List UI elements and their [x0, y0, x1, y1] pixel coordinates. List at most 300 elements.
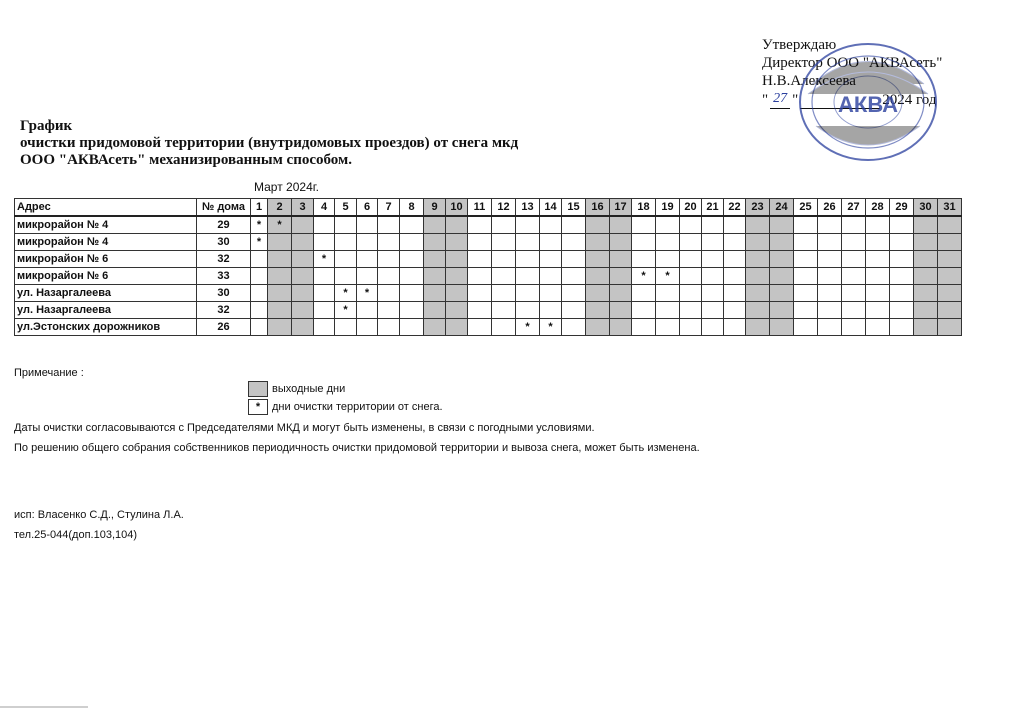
day-cell [292, 251, 314, 268]
day-cell [770, 302, 794, 319]
day-cell [938, 268, 962, 285]
row-house-number: 33 [197, 268, 251, 285]
day-cell [446, 285, 468, 302]
day-cell [378, 285, 400, 302]
day-cell [818, 285, 842, 302]
day-cell [586, 268, 610, 285]
day-cell [866, 216, 890, 234]
day-cell [492, 268, 516, 285]
day-cell [400, 268, 424, 285]
day-cell [794, 319, 818, 336]
day-cell [562, 302, 586, 319]
day-cell [268, 234, 292, 251]
header-day-11: 11 [468, 199, 492, 217]
day-cell [251, 251, 268, 268]
day-cell [540, 285, 562, 302]
day-cell [866, 285, 890, 302]
day-cell [516, 251, 540, 268]
day-cell [424, 251, 446, 268]
day-cell [378, 234, 400, 251]
day-cell [702, 251, 724, 268]
header-day-22: 22 [724, 199, 746, 217]
day-cell [938, 302, 962, 319]
day-cell [540, 216, 562, 234]
day-cell [914, 319, 938, 336]
header-day-23: 23 [746, 199, 770, 217]
day-cell [251, 285, 268, 302]
day-cell [890, 234, 914, 251]
row-address: ул.Эстонских дорожников [15, 319, 197, 336]
contact-block [14, 505, 184, 545]
day-cell [890, 268, 914, 285]
approval-date-line [762, 90, 1002, 109]
row-address: микрорайон № 6 [15, 251, 197, 268]
header-day-25: 25 [794, 199, 818, 217]
table-row [15, 285, 962, 302]
row-house-number: 32 [197, 251, 251, 268]
day-cell [702, 319, 724, 336]
day-cell [656, 251, 680, 268]
day-cell [866, 234, 890, 251]
header-day-19: 19 [656, 199, 680, 217]
day-cell [818, 216, 842, 234]
day-cell [724, 251, 746, 268]
day-cell [770, 216, 794, 234]
header-day-30: 30 [914, 199, 938, 217]
header-day-31: 31 [938, 199, 962, 217]
day-cell [540, 234, 562, 251]
day-cell [251, 319, 268, 336]
day-cell [335, 319, 357, 336]
day-cell [357, 234, 378, 251]
day-cell [680, 216, 702, 234]
day-cell [842, 319, 866, 336]
month-label: Март 2024г. [254, 180, 319, 194]
day-cell [516, 302, 540, 319]
legend-weekend-label: выходные дни [272, 383, 346, 395]
header-day-18: 18 [632, 199, 656, 217]
day-cell [680, 319, 702, 336]
day-cell [656, 302, 680, 319]
day-cell [746, 234, 770, 251]
day-cell [586, 251, 610, 268]
day-cell [357, 302, 378, 319]
day-cell [468, 234, 492, 251]
header-day-16: 16 [586, 199, 610, 217]
day-cell [314, 234, 335, 251]
header-day-17: 17 [610, 199, 632, 217]
info-line-1: Даты очистки согласовываются с Председателями МКД и могут быть изменены, в связи с погодными условиями. [14, 422, 595, 434]
day-cell-cleaning-mark: * [251, 216, 268, 234]
day-cell [632, 285, 656, 302]
header-house-number: № дома [197, 199, 251, 217]
header-day-24: 24 [770, 199, 794, 217]
day-cell [842, 234, 866, 251]
day-cell [724, 302, 746, 319]
day-cell [842, 251, 866, 268]
day-cell [292, 319, 314, 336]
day-cell-cleaning-mark: * [314, 251, 335, 268]
header-day-27: 27 [842, 199, 866, 217]
header-day-10: 10 [446, 199, 468, 217]
day-cell [818, 234, 842, 251]
day-cell [468, 302, 492, 319]
day-cell [492, 302, 516, 319]
day-cell [424, 302, 446, 319]
legend-cleaning [248, 398, 443, 416]
day-cell [540, 268, 562, 285]
day-cell [562, 234, 586, 251]
day-cell [938, 216, 962, 234]
approval-line-approve: Утверждаю [762, 37, 837, 53]
date-quote-open: " [762, 92, 769, 108]
date-month-blank [800, 108, 880, 109]
day-cell [842, 285, 866, 302]
day-cell [268, 319, 292, 336]
day-cell [724, 268, 746, 285]
day-cell [914, 285, 938, 302]
row-address: ул. Назаргалеева [15, 302, 197, 319]
day-cell [794, 251, 818, 268]
header-address: Адрес [15, 199, 197, 217]
legend-cleaning-swatch: * [248, 399, 268, 415]
day-cell [818, 268, 842, 285]
day-cell [746, 302, 770, 319]
day-cell [400, 285, 424, 302]
day-cell [724, 285, 746, 302]
header-day-29: 29 [890, 199, 914, 217]
day-cell [562, 319, 586, 336]
day-cell [680, 285, 702, 302]
day-cell [378, 216, 400, 234]
header-day-6: 6 [357, 199, 378, 217]
day-cell [251, 268, 268, 285]
day-cell [357, 251, 378, 268]
day-cell-cleaning-mark: * [357, 285, 378, 302]
day-cell [656, 319, 680, 336]
day-cell [335, 251, 357, 268]
day-cell [292, 234, 314, 251]
day-cell [890, 251, 914, 268]
day-cell [292, 302, 314, 319]
day-cell [770, 251, 794, 268]
day-cell [890, 216, 914, 234]
day-cell-cleaning-mark: * [268, 216, 292, 234]
table-row [15, 234, 962, 251]
row-house-number: 30 [197, 234, 251, 251]
day-cell [378, 319, 400, 336]
day-cell [492, 319, 516, 336]
day-cell [770, 285, 794, 302]
row-house-number: 32 [197, 302, 251, 319]
day-cell [468, 216, 492, 234]
row-address: микрорайон № 4 [15, 234, 197, 251]
day-cell [746, 216, 770, 234]
day-cell [468, 319, 492, 336]
info-line-2: По решению общего собрания собственников периодичность очистки придомовой территории и вывоза снега, может быть изменена. [14, 442, 700, 454]
title-line-3: ООО "АКВАсеть" механизированным способом. [20, 152, 352, 168]
day-cell [562, 285, 586, 302]
day-cell [357, 268, 378, 285]
day-cell [516, 216, 540, 234]
day-cell [866, 302, 890, 319]
day-cell [446, 234, 468, 251]
approval-block [762, 36, 1002, 109]
header-day-20: 20 [680, 199, 702, 217]
day-cell [794, 216, 818, 234]
document-title [20, 118, 518, 169]
header-day-1: 1 [251, 199, 268, 217]
scan-edge-mark [0, 706, 88, 708]
day-cell-cleaning-mark: * [335, 302, 357, 319]
date-quote-close: " [792, 92, 799, 108]
day-cell [746, 285, 770, 302]
row-house-number: 26 [197, 319, 251, 336]
day-cell [314, 285, 335, 302]
day-cell [938, 319, 962, 336]
day-cell [724, 234, 746, 251]
day-cell [468, 268, 492, 285]
header-day-13: 13 [516, 199, 540, 217]
date-day: 27 [770, 90, 790, 109]
table-row [15, 216, 962, 234]
row-address: ул. Назаргалеева [15, 285, 197, 302]
day-cell [492, 285, 516, 302]
day-cell [656, 216, 680, 234]
day-cell [335, 216, 357, 234]
day-cell [914, 302, 938, 319]
day-cell [724, 319, 746, 336]
day-cell [770, 268, 794, 285]
header-day-2: 2 [268, 199, 292, 217]
day-cell [680, 268, 702, 285]
day-cell [562, 216, 586, 234]
approval-line-director: Директор ООО "АКВАсеть" [762, 55, 943, 71]
day-cell [292, 268, 314, 285]
day-cell-cleaning-mark: * [656, 268, 680, 285]
day-cell [516, 285, 540, 302]
day-cell [378, 268, 400, 285]
day-cell [702, 234, 724, 251]
day-cell [400, 234, 424, 251]
day-cell [818, 251, 842, 268]
day-cell [292, 216, 314, 234]
day-cell [292, 285, 314, 302]
day-cell [516, 234, 540, 251]
day-cell [562, 268, 586, 285]
day-cell [724, 216, 746, 234]
day-cell [890, 302, 914, 319]
day-cell [746, 268, 770, 285]
header-day-8: 8 [400, 199, 424, 217]
day-cell [335, 268, 357, 285]
day-cell-cleaning-mark: * [632, 268, 656, 285]
day-cell [702, 216, 724, 234]
day-cell [680, 234, 702, 251]
day-cell [680, 302, 702, 319]
schedule-table [14, 198, 962, 336]
day-cell-cleaning-mark: * [516, 319, 540, 336]
day-cell [268, 251, 292, 268]
day-cell [610, 268, 632, 285]
header-day-26: 26 [818, 199, 842, 217]
title-line-2: очистки придомовой территории (внутридомовых проездов) от снега мкд [20, 135, 519, 151]
day-cell [540, 251, 562, 268]
notes-label: Примечание : [14, 367, 84, 379]
day-cell [702, 268, 724, 285]
day-cell [770, 234, 794, 251]
day-cell [610, 302, 632, 319]
day-cell [586, 302, 610, 319]
day-cell [562, 251, 586, 268]
day-cell [632, 234, 656, 251]
row-house-number: 30 [197, 285, 251, 302]
header-day-28: 28 [866, 199, 890, 217]
day-cell [378, 302, 400, 319]
day-cell [680, 251, 702, 268]
legend-cleaning-label: дни очистки территории от снега. [272, 401, 443, 413]
day-cell [818, 302, 842, 319]
day-cell [890, 319, 914, 336]
day-cell [424, 234, 446, 251]
header-day-12: 12 [492, 199, 516, 217]
day-cell [378, 251, 400, 268]
day-cell [746, 319, 770, 336]
row-address: микрорайон № 4 [15, 216, 197, 234]
header-day-14: 14 [540, 199, 562, 217]
day-cell [610, 234, 632, 251]
day-cell [251, 302, 268, 319]
day-cell [938, 285, 962, 302]
seal-center-text: АКВА [838, 92, 898, 117]
day-cell [866, 251, 890, 268]
day-cell [314, 319, 335, 336]
day-cell [794, 268, 818, 285]
day-cell [468, 251, 492, 268]
day-cell [424, 285, 446, 302]
day-cell [914, 268, 938, 285]
day-cell [446, 216, 468, 234]
day-cell [632, 302, 656, 319]
day-cell [492, 216, 516, 234]
day-cell [890, 285, 914, 302]
day-cell [632, 251, 656, 268]
contact-executors: исп: Власенко С.Д., Стулина Л.А. [14, 509, 184, 521]
day-cell [424, 319, 446, 336]
day-cell [632, 319, 656, 336]
day-cell [492, 234, 516, 251]
day-cell [516, 268, 540, 285]
day-cell-cleaning-mark: * [335, 285, 357, 302]
day-cell [914, 234, 938, 251]
day-cell [794, 302, 818, 319]
day-cell [586, 234, 610, 251]
date-year: 2024 год [882, 92, 937, 108]
day-cell [314, 216, 335, 234]
day-cell [610, 216, 632, 234]
day-cell [446, 302, 468, 319]
day-cell [314, 268, 335, 285]
legend-weekend [248, 380, 443, 398]
day-cell [268, 268, 292, 285]
day-cell [400, 216, 424, 234]
table-row [15, 268, 962, 285]
day-cell [746, 251, 770, 268]
day-cell [770, 319, 794, 336]
day-cell [702, 285, 724, 302]
day-cell [842, 302, 866, 319]
day-cell [656, 285, 680, 302]
day-cell [656, 234, 680, 251]
header-day-9: 9 [424, 199, 446, 217]
title-line-1: График [20, 118, 73, 134]
day-cell [794, 234, 818, 251]
day-cell [468, 285, 492, 302]
day-cell [842, 268, 866, 285]
day-cell [610, 251, 632, 268]
day-cell [268, 302, 292, 319]
day-cell [357, 216, 378, 234]
day-cell [818, 319, 842, 336]
row-house-number: 29 [197, 216, 251, 234]
day-cell [842, 216, 866, 234]
day-cell [492, 251, 516, 268]
day-cell [540, 302, 562, 319]
header-day-5: 5 [335, 199, 357, 217]
day-cell [938, 234, 962, 251]
day-cell [268, 285, 292, 302]
day-cell [586, 319, 610, 336]
header-day-7: 7 [378, 199, 400, 217]
day-cell [938, 251, 962, 268]
day-cell [794, 285, 818, 302]
header-day-21: 21 [702, 199, 724, 217]
day-cell [446, 319, 468, 336]
table-header-row [15, 199, 962, 217]
table-row [15, 302, 962, 319]
info-block [14, 418, 700, 458]
day-cell [400, 302, 424, 319]
day-cell [400, 251, 424, 268]
day-cell [357, 319, 378, 336]
day-cell [586, 285, 610, 302]
day-cell [446, 251, 468, 268]
header-day-4: 4 [314, 199, 335, 217]
day-cell [702, 302, 724, 319]
day-cell [610, 319, 632, 336]
table-row [15, 251, 962, 268]
day-cell [866, 268, 890, 285]
day-cell [914, 251, 938, 268]
day-cell [446, 268, 468, 285]
day-cell [632, 216, 656, 234]
day-cell [586, 216, 610, 234]
legend-weekend-swatch [248, 381, 268, 397]
day-cell [335, 234, 357, 251]
day-cell-cleaning-mark: * [540, 319, 562, 336]
row-address: микрорайон № 6 [15, 268, 197, 285]
approval-line-name: Н.В.Алексеева [762, 73, 856, 89]
header-day-3: 3 [292, 199, 314, 217]
day-cell [400, 319, 424, 336]
day-cell [914, 216, 938, 234]
legend [248, 380, 443, 416]
day-cell [424, 216, 446, 234]
table-row [15, 319, 962, 336]
day-cell-cleaning-mark: * [251, 234, 268, 251]
day-cell [610, 285, 632, 302]
day-cell [866, 319, 890, 336]
